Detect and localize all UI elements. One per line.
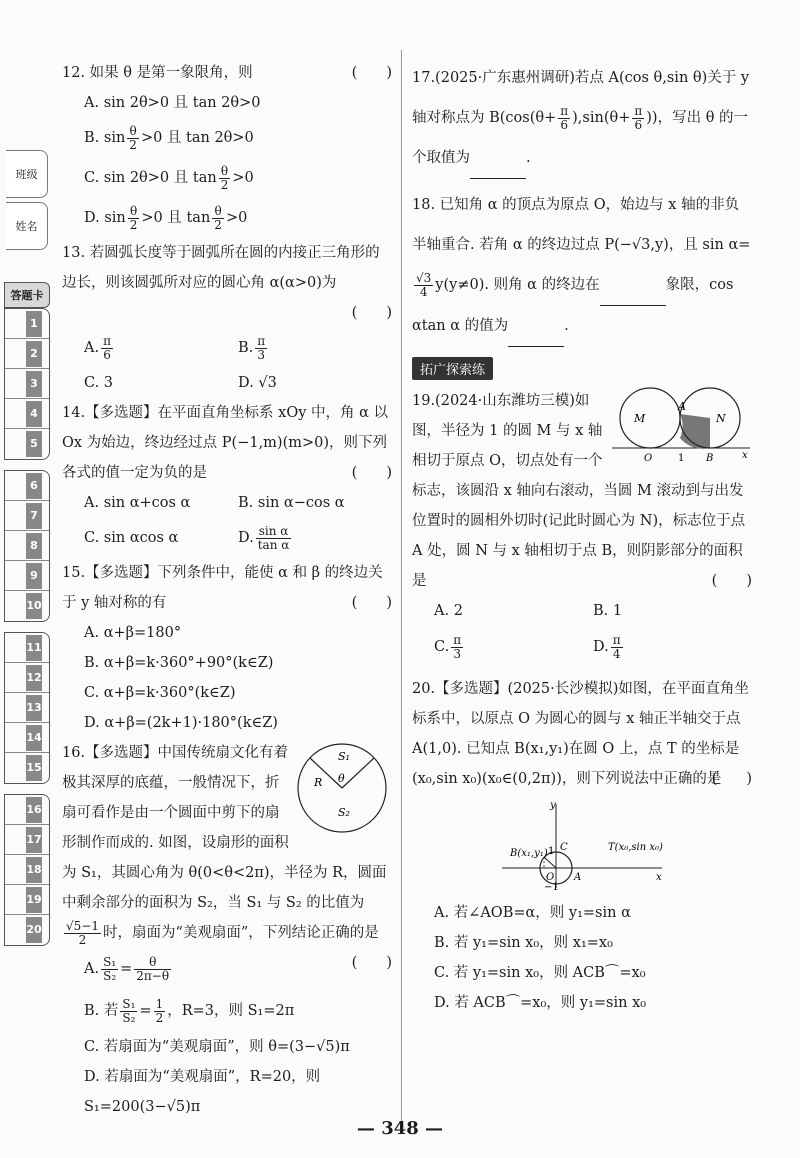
answer-group-4 — [4, 794, 50, 946]
q12-c-pre: C. sin 2θ>0 且 tan — [84, 170, 217, 186]
q18-stem-2: y(y≠0). 则角 α 的终边在 — [435, 277, 600, 293]
frac-den: 4 — [419, 284, 428, 299]
answer-group-1 — [4, 308, 50, 460]
q19-option-c[interactable] — [434, 626, 593, 668]
frac-num: π — [257, 333, 266, 348]
q18-end: . — [564, 318, 569, 334]
fig-1-label: 1 — [678, 453, 685, 464]
answer-slot-number: 14 — [26, 725, 42, 751]
q15-option-a[interactable]: A. α+β=180° — [84, 625, 182, 641]
q14-option-c[interactable]: C. sin αcos α — [84, 530, 179, 546]
q18-answer-blank-1[interactable] — [600, 265, 666, 306]
q20-answer-paren[interactable]: ( ) — [711, 771, 752, 787]
q16-b-pre: B. 若 — [84, 1003, 119, 1019]
frac-den: 6 — [634, 117, 643, 132]
q13-stem: 13. 若圆弧长度等于圆弧所在圆的内接正三角形的边长，则该圆弧所对应的圆心角 α(α>0)为 — [62, 245, 380, 291]
answer-slot-number: 16 — [26, 797, 42, 823]
q12-option-b[interactable] — [62, 118, 392, 158]
answer-slot-number: 19 — [26, 887, 42, 913]
column-divider — [401, 50, 402, 1130]
q12-d-pre: D. sin — [84, 210, 126, 226]
answer-slot-number: 6 — [26, 473, 42, 499]
frac-num: π — [453, 632, 462, 647]
q18-answer-blank-2[interactable] — [508, 306, 564, 347]
q17-answer-blank[interactable] — [470, 138, 526, 179]
q20-option-c[interactable]: C. 若 y₁=sin x₀，则 ACB⌒=x₀ — [434, 965, 646, 981]
frac-den: 2π−θ — [136, 968, 170, 983]
answer-slot-number: 13 — [26, 695, 42, 721]
answer-slot[interactable] — [5, 591, 49, 621]
answer-slot-number: 5 — [26, 431, 42, 457]
answer-slot[interactable] — [5, 855, 49, 885]
answer-slot-number: 1 — [26, 311, 42, 337]
frac-num: S₁ — [122, 996, 136, 1011]
q16-answer-paren[interactable]: ( ) — [351, 955, 392, 971]
answer-slot[interactable] — [5, 429, 49, 459]
frac-den: 4 — [612, 646, 621, 661]
frac-den: tan α — [257, 537, 290, 552]
q20-option-a[interactable]: A. 若∠AOB=α，则 y₁=sin α — [434, 905, 631, 921]
q16-option-a[interactable] — [62, 948, 392, 990]
frac-num: θ — [219, 165, 231, 179]
q20-option-d[interactable]: D. 若 ACB⌒=x₀，则 y₁=sin x₀ — [434, 995, 647, 1011]
question-16 — [62, 738, 392, 1122]
q12-d-mid: >0 且 tan — [141, 210, 211, 226]
q18-stem-1: 18. 已知角 α 的顶点为原点 O，始边与 x 轴的非负半轴重合. 若角 α 的终边过点 P(−√3,y)，且 sin α= — [412, 197, 751, 253]
frac-num: π — [634, 103, 643, 118]
q15-stem: 15.【多选题】下列条件中，能使 α 和 β 的终边关于 y 轴对称的有 — [62, 565, 383, 611]
question-17 — [412, 58, 752, 179]
fig-c-label: C — [560, 842, 568, 853]
answer-slot-number: 17 — [26, 827, 42, 853]
q17-end: . — [526, 150, 531, 166]
answer-slot[interactable] — [5, 885, 49, 915]
left-column — [62, 58, 392, 1122]
frac-den: 6 — [560, 117, 569, 132]
q16-option-c[interactable]: C. 若扇面为“美观扇面”，则 θ=(3−√5)π — [84, 1039, 350, 1055]
answer-slot-number: 9 — [26, 563, 42, 589]
q16-option-b[interactable] — [62, 990, 392, 1032]
name-box[interactable] — [6, 202, 48, 250]
answer-group-3 — [4, 632, 50, 784]
q18-stem-3: 象限，cos αtan α 的值为 — [412, 277, 734, 334]
frac-num: √3 — [416, 270, 432, 285]
answer-slot-number: 15 — [26, 755, 42, 781]
q12-answer-paren[interactable]: ( ) — [351, 65, 392, 81]
question-13 — [62, 238, 392, 398]
frac-num: π — [612, 632, 621, 647]
frac-den: 6 — [103, 347, 111, 362]
frac-den: S₂ — [122, 1010, 136, 1025]
fig-theta-label: θ — [338, 772, 345, 785]
eq: = — [139, 1003, 152, 1019]
q14-answer-paren[interactable]: ( ) — [351, 465, 392, 481]
q15-answer-paren[interactable]: ( ) — [351, 595, 392, 611]
frac-num: π — [560, 103, 569, 118]
class-label: 班级 — [15, 168, 38, 181]
frac-den: 2 — [129, 217, 138, 232]
answer-slot-number: 8 — [26, 533, 42, 559]
answer-group-2 — [4, 470, 50, 622]
answer-slot[interactable] — [5, 753, 49, 783]
q15-option-b[interactable]: B. α+β=k·360°+90°(k∈Z) — [84, 655, 274, 671]
fig-s1-label: S₁ — [338, 750, 350, 763]
frac-den: 3 — [453, 646, 461, 661]
answer-card-label: 答题卡 — [4, 282, 50, 308]
unit-circle-figure — [412, 798, 752, 894]
fig-y-label: y — [550, 800, 556, 811]
answer-slot-number: 11 — [26, 635, 42, 661]
fig-s2-label: S₂ — [338, 806, 350, 819]
fig-o-label: O — [644, 453, 653, 464]
fig-n-label: N — [716, 412, 726, 425]
answer-slot[interactable] — [5, 531, 49, 561]
answer-slot-number: 2 — [26, 341, 42, 367]
circle-m — [620, 388, 680, 448]
frac-num: θ — [212, 205, 224, 219]
q16-stem-1: 16.【多选题】中国传统扇文化有着极其深厚的底蕴，一般情况下，折扇可看作是由一个圆面中剪下的扇形制作而成的. 如图，设扇形的面积为 S₁，其圆心角为 θ(0<θ<2π)，半径为 R，圆面中剩余部分的面积为 S₂，当 S₁ 与 S₂ 的比值为 — [62, 745, 387, 911]
answer-slot-number: 18 — [26, 857, 42, 883]
name-label: 姓名 — [15, 220, 38, 233]
answer-slot-number: 3 — [26, 371, 42, 397]
fig-b-label: B(x₁,y₁) — [510, 848, 548, 859]
q12-c-post: >0 — [232, 170, 254, 186]
q13-a-pre: A. — [84, 340, 100, 356]
q19-stem: 19.(2024·山东潍坊三模)如图，半径为 1 的圆 M 与 x 轴相切于原点 O，切点处有一个标志，该圆沿 x 轴向右滚动，当圆 M 滚动到与出发位置时的圆相外切时(记此时圆心为 N)，标志位于点 A 处，圆 N 与 x 轴相切于点 B，则阴影部分的面积是 — [412, 393, 746, 589]
q19-option-b[interactable]: B. 1 — [593, 603, 623, 619]
q13-option-d[interactable]: D. √3 — [238, 375, 277, 391]
q14-option-a[interactable]: A. sin α+cos α — [84, 495, 191, 511]
class-box[interactable] — [6, 150, 48, 198]
frac-den: S₂ — [103, 968, 117, 983]
fig-t-label: T(x₀,sin x₀) — [608, 842, 663, 853]
q14-stem: 14.【多选题】在平面直角坐标系 xOy 中，角 α 以 Ox 为始边，终边经过点 P(−1,m)(m>0)，则下列各式的值一定为负的是 — [62, 405, 389, 481]
frac-num: θ — [127, 125, 139, 139]
q12-b-pre: B. sin — [84, 130, 126, 146]
answer-slot[interactable] — [5, 693, 49, 723]
q12-b-post: >0 且 tan 2θ>0 — [140, 130, 254, 146]
answer-slot-number: 4 — [26, 401, 42, 427]
q13-option-c[interactable]: C. 3 — [84, 375, 114, 391]
fig-a-label: A — [574, 872, 582, 883]
q19-c-pre: C. — [434, 639, 450, 655]
fig-1-label: 1 — [548, 846, 555, 857]
frac-num: π — [103, 333, 111, 348]
answer-slot[interactable] — [5, 633, 49, 663]
q17-stem-1: 17.(2025·广东惠州调研)若点 A(cos θ,sin θ)关于 y 轴对称点为 B(cos(θ+ — [412, 70, 750, 126]
q19-option-a[interactable]: A. 2 — [434, 603, 463, 619]
frac-den: 2 — [129, 137, 137, 152]
q14-option-d[interactable] — [238, 518, 392, 558]
eq: = — [120, 961, 133, 977]
q17-stem-mid: ),sin(θ+ — [572, 110, 631, 126]
frac-den: 2 — [78, 932, 87, 947]
answer-slot[interactable] — [5, 825, 49, 855]
answer-slot[interactable] — [5, 501, 49, 531]
answer-slot-number: 12 — [26, 665, 42, 691]
answer-slot-number: 10 — [26, 593, 42, 619]
frac-den: 2 — [155, 1010, 164, 1025]
answer-slot[interactable] — [5, 471, 49, 501]
q15-option-c[interactable]: C. α+β=k·360°(k∈Z) — [84, 685, 236, 701]
q12-d-post: >0 — [225, 210, 248, 226]
frac-num: √5−1 — [66, 918, 99, 933]
answer-slot-number: 7 — [26, 503, 42, 529]
question-15 — [62, 558, 392, 738]
q13-option-b[interactable] — [238, 328, 392, 368]
q19-answer-paren[interactable]: ( ) — [711, 573, 752, 589]
answer-slot[interactable] — [5, 399, 49, 429]
frac-den: 2 — [214, 217, 222, 232]
fan-figure — [292, 738, 392, 838]
page-number: — 348 — — [356, 1118, 444, 1139]
answer-slot[interactable] — [5, 339, 49, 369]
question-14 — [62, 398, 392, 558]
answer-slot[interactable] — [5, 663, 49, 693]
answer-slot[interactable] — [5, 561, 49, 591]
fig-a-label: A — [678, 400, 686, 413]
rolling-circle-figure — [612, 386, 752, 466]
q15-option-d[interactable]: D. α+β=(2k+1)·180°(k∈Z) — [84, 715, 278, 731]
q13-option-a[interactable] — [84, 328, 238, 368]
answer-slot[interactable] — [5, 369, 49, 399]
q13-b-pre: B. — [238, 340, 254, 356]
q20-stem: 20.【多选题】(2025·长沙模拟)如图，在平面直角坐标系中，以原点 O 为圆心的圆与 x 轴正半轴交于点 A(1,0). 已知点 B(x₁,y₁)在圆 O 上，点 T 的坐标是(x₀,sin x₀)(x₀∈(0,2π))，则下列说法中正确的是 — [412, 681, 749, 787]
fig-b-label: B — [706, 453, 714, 464]
frac-den: 3 — [257, 347, 266, 362]
q16-option-d[interactable]: D. 若扇面为“美观扇面”，R=20，则 S₁=200(3−√5)π — [84, 1069, 321, 1115]
q12-option-d[interactable] — [62, 198, 392, 238]
page-number-value: 348 — [381, 1118, 419, 1139]
q16-b-post: ，R=3，则 S₁=2π — [167, 1003, 295, 1019]
q12-stem: 12. 如果 θ 是第一象限角，则 — [62, 65, 253, 81]
question-12 — [62, 58, 392, 238]
question-20 — [412, 674, 752, 1018]
question-18 — [412, 185, 752, 347]
frac-den: 2 — [220, 177, 229, 192]
frac-num: S₁ — [103, 954, 117, 969]
fig-m-label: M — [634, 412, 646, 425]
q19-option-d[interactable] — [593, 626, 752, 668]
answer-slot[interactable] — [5, 723, 49, 753]
q14-option-b[interactable]: B. sin α−cos α — [238, 495, 345, 511]
question-19 — [412, 386, 752, 668]
fig-r-label: R — [314, 776, 323, 789]
frac-num: θ — [134, 956, 171, 970]
q12-option-a[interactable]: A. sin 2θ>0 且 tan 2θ>0 — [84, 95, 261, 111]
q12-option-c[interactable] — [62, 158, 392, 198]
q16-stem-2: 时，扇面为“美观扇面”，下列结论正确的是 — [102, 925, 379, 941]
answer-slot[interactable] — [5, 309, 49, 339]
fig-minus1-label: −1 — [544, 882, 559, 893]
q13-answer-paren[interactable]: ( ) — [351, 305, 392, 321]
right-column — [412, 58, 752, 1018]
section-title: 拓广探索练 — [412, 357, 493, 380]
fig-x-label: x — [656, 872, 662, 883]
q16-a-pre: A. — [84, 961, 100, 977]
fig-x-label: x — [742, 450, 748, 461]
q17-stem-2: ))，写出 θ 的一个取值为 — [412, 110, 749, 166]
frac-num: θ — [128, 205, 140, 219]
q20-option-b[interactable]: B. 若 y₁=sin x₀，则 x₁=x₀ — [434, 935, 613, 951]
answer-slot[interactable] — [5, 915, 49, 945]
answer-slot-number: 20 — [26, 917, 42, 943]
fig-o-label: O — [546, 872, 555, 883]
q14-d-pre: D. — [238, 530, 254, 546]
frac-num: sin α — [256, 525, 292, 539]
q19-d-pre: D. — [593, 639, 609, 655]
frac-num: 1 — [155, 996, 164, 1011]
answer-slot[interactable] — [5, 795, 49, 825]
